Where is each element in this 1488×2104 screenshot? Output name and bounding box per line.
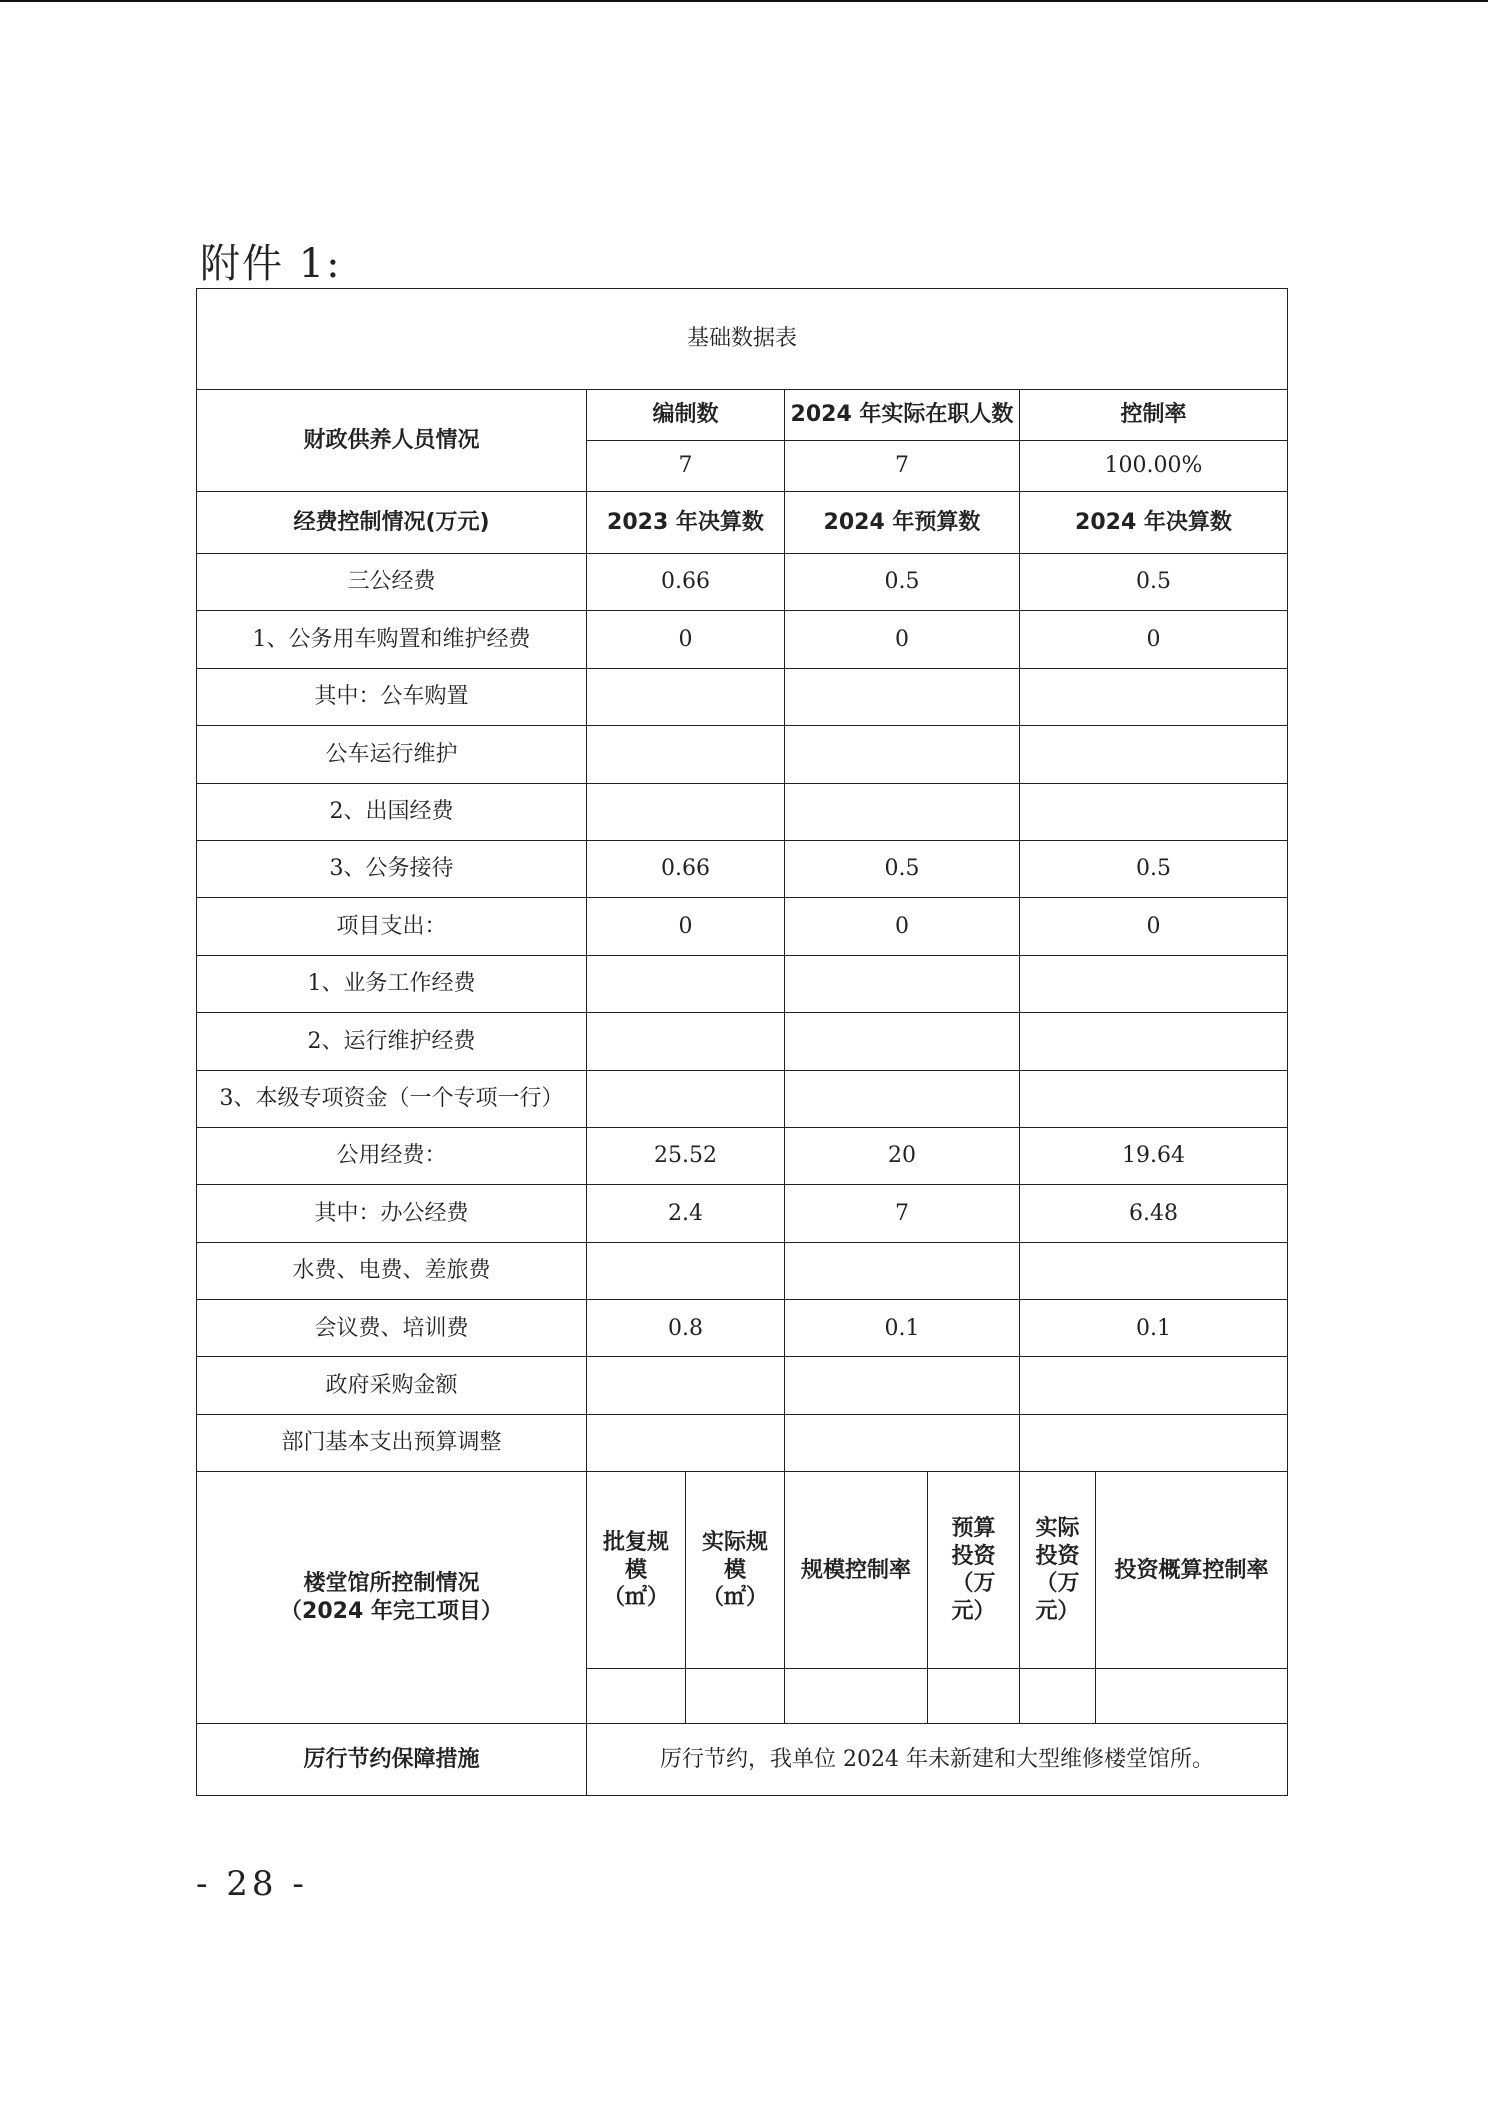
funds-label: 经费控制情况(万元) xyxy=(197,492,587,554)
header-2024-budget: 2024 年预算数 xyxy=(785,492,1020,554)
fund-row-2024-final xyxy=(1020,1242,1288,1299)
fund-row-2024-final: 6.48 xyxy=(1020,1185,1288,1242)
fund-row-2023-final xyxy=(587,668,785,725)
approved-scale-line2: 模 xyxy=(624,1557,647,1583)
fund-row-label: 公车运行维护 xyxy=(197,726,587,783)
staff-actual-value: 7 xyxy=(785,441,1020,492)
fund-row xyxy=(197,1414,1288,1471)
header-approved-scale xyxy=(587,1472,686,1669)
fund-row-2024-budget: 0 xyxy=(785,898,1020,955)
fund-row-2024-final: 0.1 xyxy=(1020,1300,1288,1357)
budget-invest-line3: （万 xyxy=(951,1571,996,1597)
staff-rate-value: 100.00% xyxy=(1020,441,1288,492)
actual-invest-line3: （万 xyxy=(1035,1571,1080,1597)
approved-scale-value xyxy=(587,1669,686,1724)
fund-row xyxy=(197,783,1288,840)
fund-row-2024-final xyxy=(1020,1070,1288,1127)
saving-text: 厉行节约，我单位 2024 年未新建和大型维修楼堂馆所。 xyxy=(587,1724,1288,1796)
fund-row xyxy=(197,898,1288,955)
fund-row-2024-final: 0 xyxy=(1020,611,1288,668)
attachment-label: 附件 1: xyxy=(200,241,342,287)
fund-row xyxy=(197,726,1288,783)
fund-row-label: 2、运行维护经费 xyxy=(197,1013,587,1070)
fund-row xyxy=(197,1070,1288,1127)
budget-invest-line2: 投资 xyxy=(951,1543,996,1569)
fund-row-2024-budget: 7 xyxy=(785,1185,1020,1242)
header-invest-rate: 投资概算控制率 xyxy=(1096,1472,1288,1669)
fund-row-2023-final xyxy=(587,783,785,840)
fund-row-2024-final xyxy=(1020,1013,1288,1070)
saving-label: 厉行节约保障措施 xyxy=(197,1724,587,1796)
actual-invest-line2: 投资 xyxy=(1035,1543,1080,1569)
fund-row-label: 水费、电费、差旅费 xyxy=(197,1242,587,1299)
fund-row-2024-budget xyxy=(785,668,1020,725)
header-budget-invest xyxy=(928,1472,1020,1669)
fund-row-2024-budget: 20 xyxy=(785,1127,1020,1184)
header-2024-final: 2024 年决算数 xyxy=(1020,492,1288,554)
fund-row-2023-final: 2.4 xyxy=(587,1185,785,1242)
fund-row xyxy=(197,554,1288,611)
fund-row-2024-budget xyxy=(785,726,1020,783)
fund-row-2024-final xyxy=(1020,726,1288,783)
buildings-label-line2: （2024 年完工项目） xyxy=(280,1598,503,1624)
fund-row xyxy=(197,1127,1288,1184)
fund-row-2023-final: 0.66 xyxy=(587,840,785,897)
actual-invest-line1: 实际 xyxy=(1035,1516,1080,1542)
approved-scale-line3: （㎡） xyxy=(602,1585,669,1610)
fund-row-2023-final xyxy=(587,955,785,1012)
fund-row xyxy=(197,840,1288,897)
staff-quota-value: 7 xyxy=(587,441,785,492)
scale-rate-value xyxy=(785,1669,928,1724)
fund-row-label: 2、出国经费 xyxy=(197,783,587,840)
fund-row-label: 其中：公车购置 xyxy=(197,668,587,725)
top-border-line xyxy=(0,0,1488,2)
fund-row-label: 公用经费： xyxy=(197,1127,587,1184)
fund-row-2024-budget xyxy=(785,1070,1020,1127)
actual-invest-line4: 元） xyxy=(1035,1598,1080,1624)
fund-row-2024-final: 0.5 xyxy=(1020,840,1288,897)
basic-data-table xyxy=(196,288,1288,1796)
fund-row-2024-budget xyxy=(785,783,1020,840)
budget-invest-value xyxy=(928,1669,1020,1724)
fund-row xyxy=(197,611,1288,668)
fund-row-2023-final: 0.8 xyxy=(587,1300,785,1357)
fund-row xyxy=(197,1013,1288,1070)
budget-invest-line4: 元） xyxy=(951,1598,996,1624)
fund-row-2023-final: 0 xyxy=(587,611,785,668)
actual-invest-value xyxy=(1020,1669,1096,1724)
buildings-label xyxy=(197,1472,587,1724)
fund-row xyxy=(197,1185,1288,1242)
fund-row-2024-budget: 0.5 xyxy=(785,554,1020,611)
fund-row-2024-budget xyxy=(785,955,1020,1012)
header-staff-actual: 2024 年实际在职人数 xyxy=(785,390,1020,441)
fund-row-label: 其中：办公经费 xyxy=(197,1185,587,1242)
fund-row-2023-final xyxy=(587,1070,785,1127)
fund-row-2024-final xyxy=(1020,783,1288,840)
header-actual-invest xyxy=(1020,1472,1096,1669)
actual-scale-value xyxy=(686,1669,785,1724)
fund-row-2023-final xyxy=(587,1013,785,1070)
actual-scale-line3: （㎡） xyxy=(701,1585,768,1610)
fund-row-2023-final: 0.66 xyxy=(587,554,785,611)
approved-scale-line1: 批复规 xyxy=(602,1530,669,1555)
header-actual-scale xyxy=(686,1472,785,1669)
fund-row-2024-budget xyxy=(785,1414,1020,1471)
staff-label: 财政供养人员情况 xyxy=(197,390,587,492)
fund-row-2024-budget xyxy=(785,1013,1020,1070)
fund-row-2024-final xyxy=(1020,1357,1288,1414)
actual-scale-line2: 模 xyxy=(723,1557,746,1583)
fund-row-2024-budget xyxy=(785,1242,1020,1299)
fund-row-label: 1、公务用车购置和维护经费 xyxy=(197,611,587,668)
budget-invest-line1: 预算 xyxy=(951,1516,996,1542)
fund-row-label: 3、公务接待 xyxy=(197,840,587,897)
fund-row-2024-final xyxy=(1020,955,1288,1012)
fund-row xyxy=(197,1242,1288,1299)
fund-row-label: 3、本级专项资金（一个专项一行） xyxy=(197,1070,587,1127)
fund-row-2024-budget: 0.1 xyxy=(785,1300,1020,1357)
table-title: 基础数据表 xyxy=(197,289,1288,390)
fund-row-2023-final: 0 xyxy=(587,898,785,955)
fund-row-label: 三公经费 xyxy=(197,554,587,611)
invest-rate-value xyxy=(1096,1669,1288,1724)
header-2023-final: 2023 年决算数 xyxy=(587,492,785,554)
fund-row-2023-final: 25.52 xyxy=(587,1127,785,1184)
fund-row-2023-final xyxy=(587,726,785,783)
fund-row xyxy=(197,1300,1288,1357)
header-scale-rate: 规模控制率 xyxy=(785,1472,928,1669)
fund-row-2024-budget xyxy=(785,1357,1020,1414)
actual-scale-line1: 实际规 xyxy=(701,1530,768,1555)
fund-row-label: 会议费、培训费 xyxy=(197,1300,587,1357)
fund-row xyxy=(197,955,1288,1012)
fund-row xyxy=(197,1357,1288,1414)
fund-row xyxy=(197,668,1288,725)
fund-row-2024-final: 0.5 xyxy=(1020,554,1288,611)
fund-row-label: 部门基本支出预算调整 xyxy=(197,1414,587,1471)
fund-row-label: 政府采购金额 xyxy=(197,1357,587,1414)
fund-row-2024-final: 0 xyxy=(1020,898,1288,955)
fund-row-label: 1、业务工作经费 xyxy=(197,955,587,1012)
fund-row-2023-final xyxy=(587,1242,785,1299)
fund-row-2023-final xyxy=(587,1357,785,1414)
page-number: - 28 - xyxy=(196,1864,308,1904)
fund-row-2024-final: 19.64 xyxy=(1020,1127,1288,1184)
buildings-label-line1: 楼堂馆所控制情况 xyxy=(303,1571,480,1597)
fund-row-2024-final xyxy=(1020,1414,1288,1471)
header-staff-rate: 控制率 xyxy=(1020,390,1288,441)
fund-row-2024-budget: 0.5 xyxy=(785,840,1020,897)
fund-row-2024-budget: 0 xyxy=(785,611,1020,668)
fund-row-2024-final xyxy=(1020,668,1288,725)
fund-row-2023-final xyxy=(587,1414,785,1471)
fund-row-label: 项目支出： xyxy=(197,898,587,955)
header-staff-quota: 编制数 xyxy=(587,390,785,441)
